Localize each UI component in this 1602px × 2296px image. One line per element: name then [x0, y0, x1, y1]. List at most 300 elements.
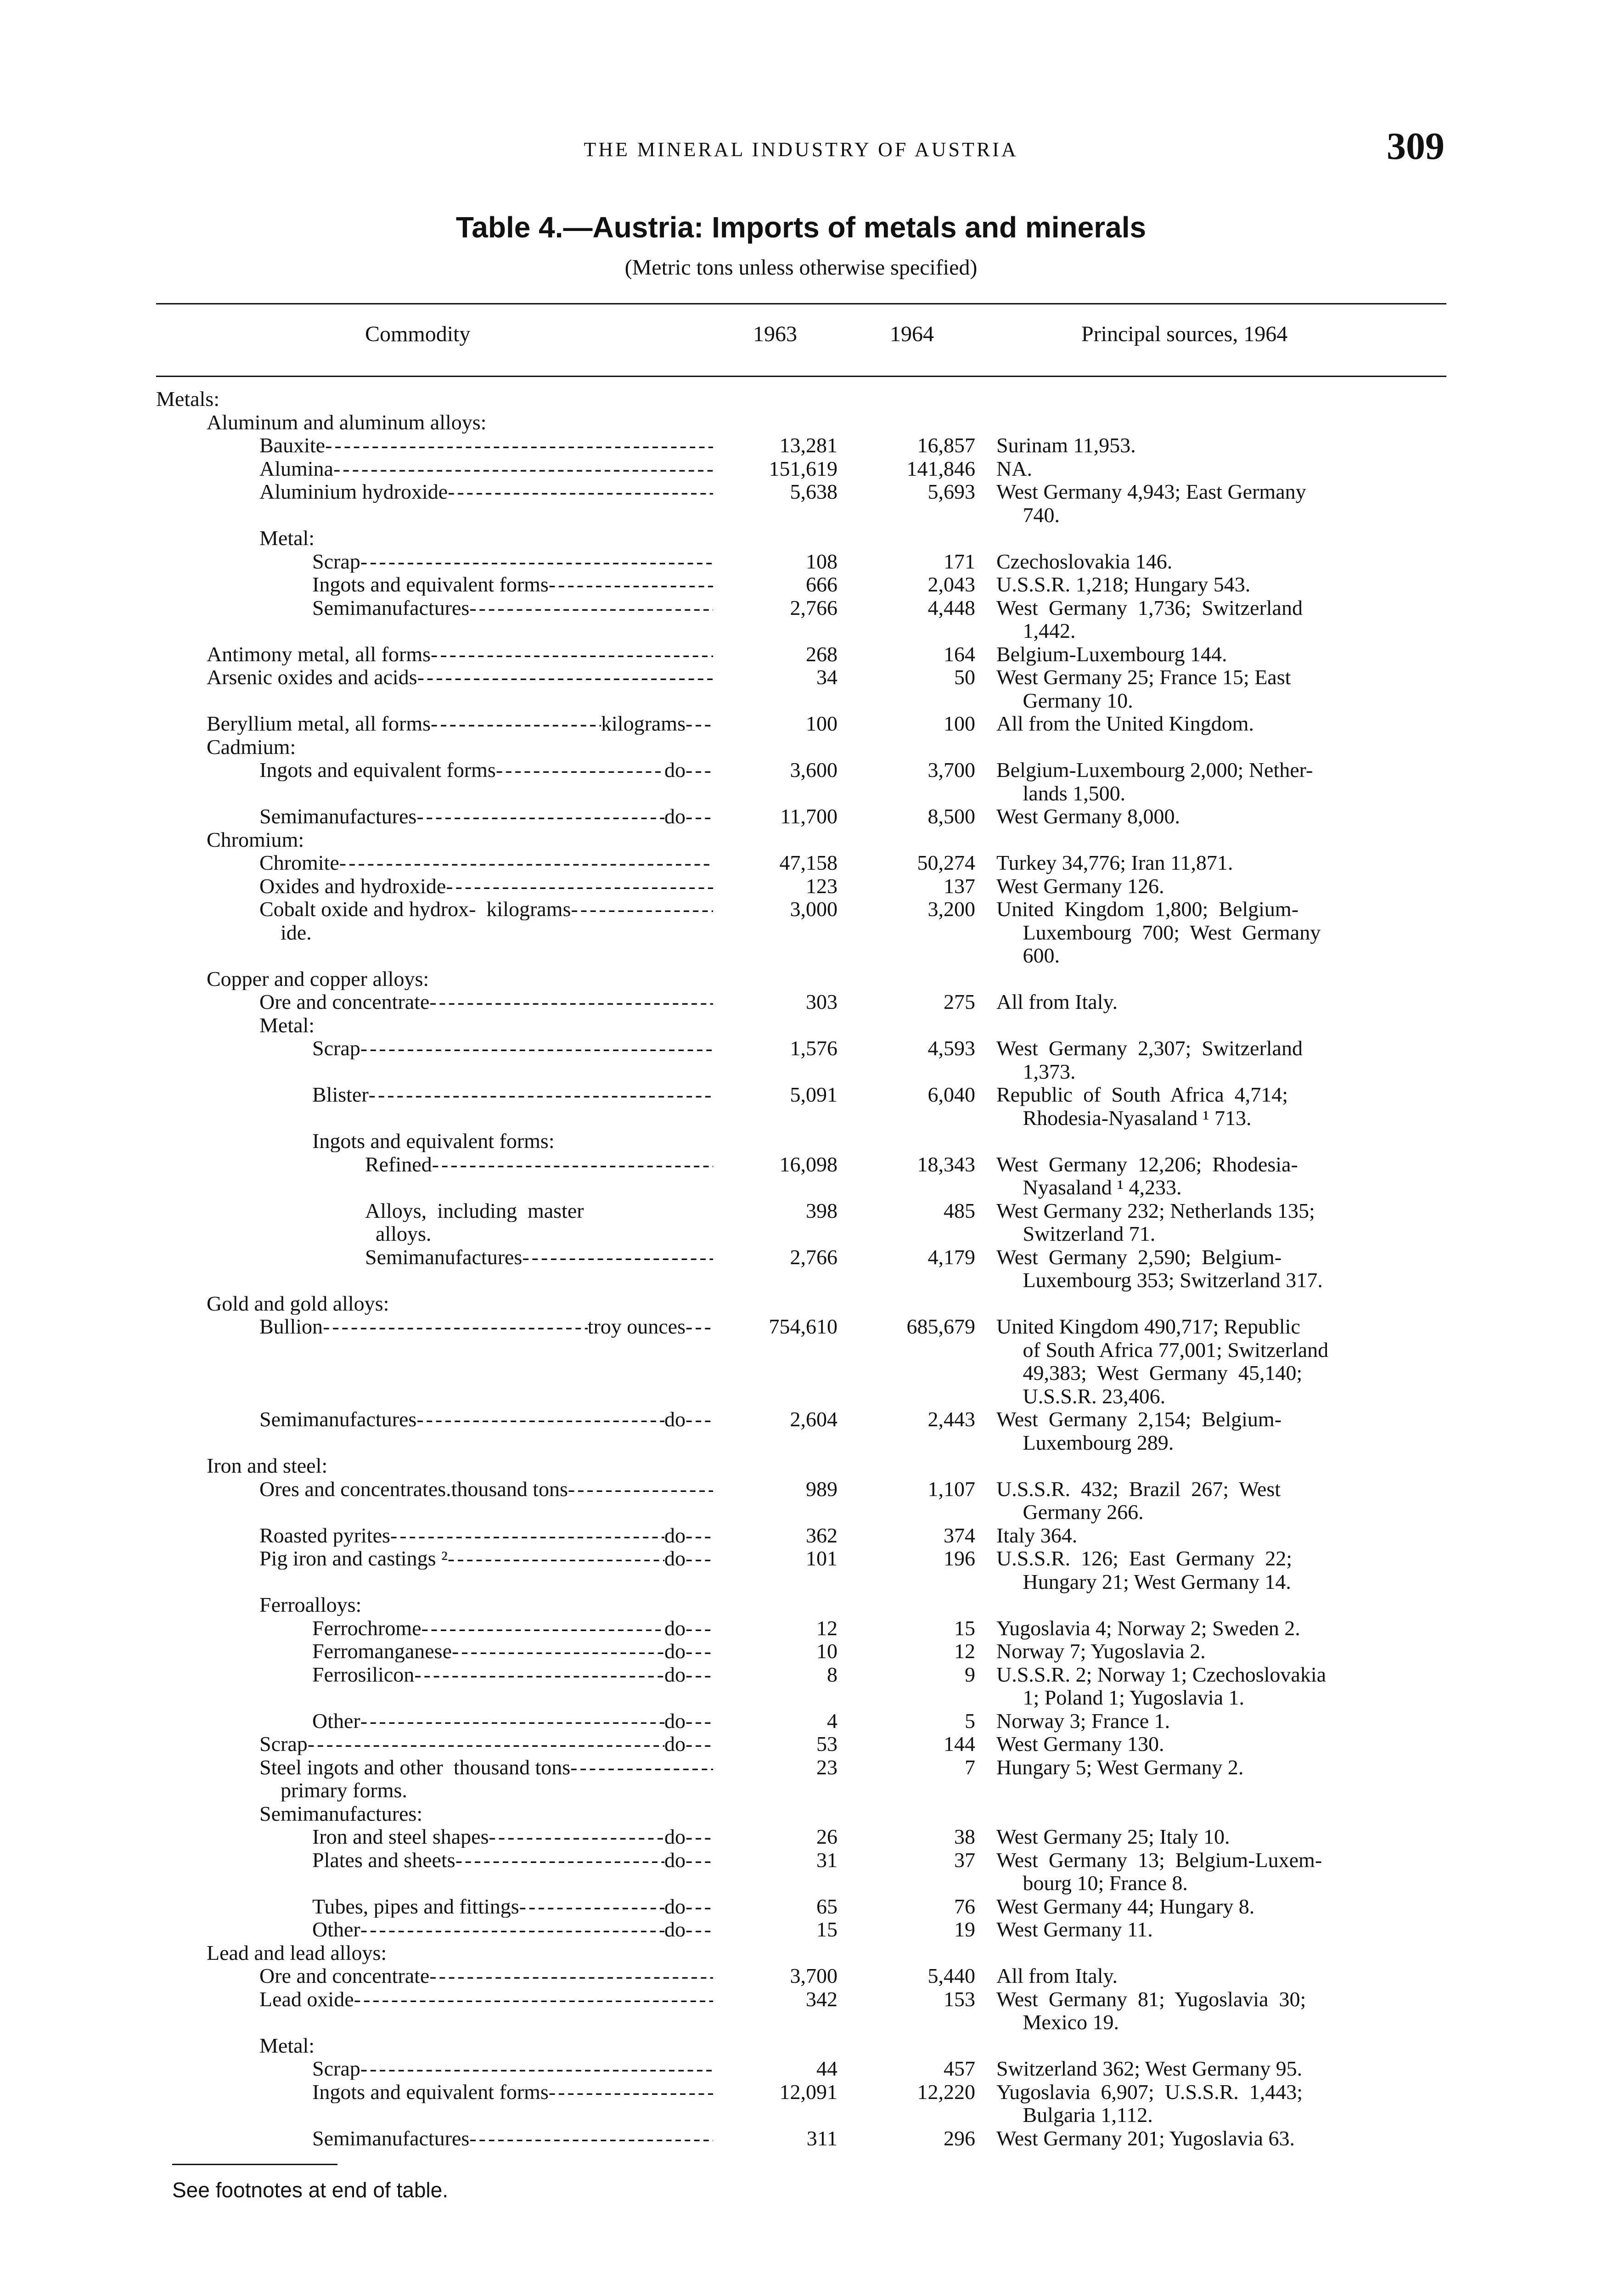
- value-1964: 18,343: [917, 1152, 975, 1176]
- commodity-cell: [312, 1896, 713, 1918]
- value-1963: 1,576: [790, 1036, 838, 1060]
- commodity-cell: [365, 1246, 713, 1268]
- table-row: [0, 898, 1602, 920]
- dot-leader: [686, 1919, 713, 1941]
- table-row: [0, 968, 1602, 990]
- commodity-label: Alumina: [259, 457, 333, 480]
- dot-leader: [519, 1896, 664, 1918]
- footnote-text: See footnotes at end of table.: [172, 2178, 449, 2202]
- dot-leader: [686, 1316, 713, 1338]
- dot-leader: [455, 1849, 664, 1871]
- dot-leader: [414, 1664, 664, 1686]
- value-1964: 485: [944, 1199, 975, 1222]
- table-row: [0, 1269, 1602, 1291]
- commodity-cell: [259, 434, 713, 456]
- table-subtitle: (Metric tons unless otherwise specified): [624, 255, 978, 280]
- principal-sources: Czechoslovakia 146.: [996, 549, 1173, 573]
- value-1964: 76: [954, 1894, 975, 1918]
- dot-leader: [417, 666, 713, 688]
- commodity-label: Roasted pyrites: [259, 1524, 390, 1547]
- commodity-label: Ferrosilicon: [312, 1663, 415, 1686]
- commodity-label: Ferrochrome: [312, 1617, 422, 1639]
- commodity-cell: [259, 898, 713, 920]
- value-1963: 666: [806, 573, 838, 596]
- value-1964: 2,043: [927, 573, 975, 596]
- commodity-cell: [207, 643, 713, 665]
- table-row: [0, 1316, 1602, 1338]
- dot-leader: [568, 1478, 713, 1500]
- commodity-cell: alloys.: [365, 1223, 432, 1245]
- principal-sources: Luxembourg 353; Switzerland 317.: [996, 1268, 1323, 1292]
- table-row: [0, 1919, 1602, 1941]
- column-header-commodity: Commodity: [365, 322, 471, 346]
- commodity-cell: [365, 1154, 713, 1176]
- commodity-cell: Ferroalloys:: [259, 1594, 362, 1616]
- principal-sources: West Germany 81; Yugoslavia 30;: [996, 1987, 1306, 2011]
- value-1963: 303: [806, 990, 838, 1013]
- commodity-cell: Copper and copper alloys:: [207, 968, 429, 990]
- table-row: [0, 922, 1602, 944]
- value-1963: 31: [816, 1848, 838, 1872]
- unit-label: do: [664, 1849, 686, 1871]
- principal-sources: Germany 10.: [996, 688, 1133, 712]
- table-row: [0, 782, 1602, 805]
- table-row: [0, 1571, 1602, 1593]
- value-1964: 4,593: [927, 1036, 975, 1060]
- principal-sources: West Germany 126.: [996, 874, 1164, 898]
- table-row: [0, 643, 1602, 665]
- dot-leader: [416, 805, 664, 827]
- principal-sources: West Germany 2,307; Switzerland: [996, 1036, 1303, 1060]
- unit-label: do: [664, 1640, 686, 1662]
- dot-leader: [429, 1965, 713, 1987]
- table-row: [0, 1594, 1602, 1616]
- value-1963: 26: [816, 1825, 838, 1848]
- table-row: [0, 388, 1602, 410]
- commodity-cell: [259, 1548, 713, 1570]
- dot-leader: [339, 852, 713, 874]
- dot-leader: [448, 1548, 664, 1570]
- value-1963: 47,158: [779, 851, 838, 874]
- principal-sources: West Germany 2,154; Belgium-: [996, 1407, 1282, 1431]
- commodity-cell: Metals:: [156, 388, 219, 410]
- value-1964: 19: [954, 1918, 975, 1941]
- unit-label: do: [664, 1919, 686, 1941]
- dot-leader: [360, 1710, 664, 1732]
- commodity-cell: [312, 2081, 713, 2103]
- commodity-cell: [312, 1084, 713, 1106]
- value-1964: 6,040: [927, 1083, 975, 1106]
- table-row: [0, 1548, 1602, 1570]
- principal-sources: West Germany 25; France 15; East: [996, 665, 1291, 689]
- table-row: [0, 1154, 1602, 1176]
- principal-sources: Bulgaria 1,112.: [996, 2103, 1153, 2127]
- commodity-label: Antimony metal, all forms: [207, 643, 431, 665]
- principal-sources: U.S.S.R. 23,406.: [996, 1384, 1166, 1408]
- value-1964: 196: [944, 1547, 975, 1570]
- commodity-label: Ingots and equivalent forms: [259, 759, 496, 781]
- table-row: [0, 1525, 1602, 1547]
- unit-label: do: [664, 1617, 686, 1639]
- table-row: [0, 574, 1602, 596]
- dot-leader: [469, 597, 713, 619]
- commodity-label: Refined: [365, 1153, 432, 1176]
- value-1964: 15: [954, 1616, 975, 1640]
- table-row: [0, 690, 1602, 712]
- value-1963: 4: [827, 1709, 838, 1733]
- commodity-cell: Aluminum and aluminum alloys:: [207, 411, 487, 433]
- commodity-cell: Semimanufactures:: [259, 1802, 423, 1825]
- value-1963: 44: [816, 2057, 838, 2080]
- table-row: [0, 759, 1602, 781]
- value-1963: 268: [806, 642, 838, 666]
- table-row: [0, 1756, 1602, 1778]
- column-header-1963: 1963: [753, 322, 797, 346]
- unit-label: do: [664, 1895, 686, 1918]
- value-1964: 1,107: [927, 1477, 975, 1501]
- dot-leader: [686, 759, 713, 781]
- value-1964: 5: [965, 1709, 975, 1733]
- principal-sources: U.S.S.R. 126; East Germany 22;: [996, 1547, 1292, 1570]
- value-1964: 100: [944, 712, 975, 735]
- commodity-label: Pig iron and castings ²: [259, 1548, 448, 1570]
- value-1964: 8,500: [927, 805, 975, 828]
- dot-leader: [416, 1408, 664, 1430]
- principal-sources: Germany 266.: [996, 1500, 1144, 1524]
- principal-sources: West Germany 130.: [996, 1732, 1164, 1756]
- commodity-label: Scrap: [312, 550, 360, 573]
- dot-leader: [308, 1733, 664, 1755]
- dot-leader: [390, 1525, 664, 1547]
- value-1963: 101: [806, 1547, 838, 1570]
- table-row: [0, 852, 1602, 874]
- table-row: [0, 2035, 1602, 2057]
- commodity-cell: [312, 1919, 713, 1941]
- commodity-cell: [207, 666, 713, 688]
- principal-sources: bourg 10; France 8.: [996, 1871, 1188, 1895]
- dot-leader: [446, 875, 713, 897]
- dot-leader: [686, 805, 713, 827]
- commodity-label: Ingots and equivalent forms: [312, 574, 549, 596]
- value-1963: 23: [816, 1755, 838, 1779]
- table-row: [0, 597, 1602, 619]
- commodity-cell: [259, 1756, 713, 1778]
- principal-sources: West Germany 232; Netherlands 135;: [996, 1199, 1315, 1222]
- commodity-cell: [312, 2127, 713, 2150]
- value-1964: 7: [965, 1755, 975, 1779]
- table-row: [0, 481, 1602, 503]
- dot-leader: [686, 1896, 713, 1918]
- commodity-cell: primary forms.: [259, 1779, 407, 1801]
- commodity-label: Scrap: [312, 1037, 360, 1059]
- principal-sources: Hungary 21; West Germany 14.: [996, 1570, 1291, 1593]
- table-top-rule: [156, 303, 1446, 304]
- table-row: [0, 736, 1602, 758]
- table-row: [0, 1965, 1602, 1987]
- column-header-sources: Principal sources, 1964: [1081, 322, 1288, 346]
- commodity-cell: [312, 1640, 713, 1662]
- dot-leader: [496, 759, 664, 781]
- commodity-cell: Cadmium:: [207, 736, 296, 758]
- table-row: [0, 434, 1602, 456]
- value-1964: 2,443: [927, 1407, 975, 1431]
- commodity-label: Ore and concentrate: [259, 1965, 430, 1987]
- commodity-label: Blister: [312, 1084, 369, 1106]
- principal-sources: Nyasaland ¹ 4,233.: [996, 1176, 1182, 1199]
- dot-leader: [448, 481, 713, 503]
- principal-sources: 600.: [996, 944, 1060, 967]
- commodity-cell: [312, 1849, 713, 1871]
- dot-leader: [686, 1664, 713, 1686]
- commodity-label: Scrap: [259, 1733, 308, 1755]
- table-row: [0, 945, 1602, 967]
- commodity-label: Plates and sheets: [312, 1849, 455, 1871]
- principal-sources: Yugoslavia 6,907; U.S.S.R. 1,443;: [996, 2080, 1303, 2104]
- unit-label: do: [664, 805, 686, 827]
- value-1963: 5,091: [790, 1083, 838, 1106]
- unit-label: do: [664, 1663, 686, 1686]
- commodity-label: Semimanufactures: [365, 1246, 523, 1268]
- principal-sources: 1,442.: [996, 619, 1076, 642]
- principal-sources: Norway 7; Yugoslavia 2.: [996, 1639, 1206, 1663]
- principal-sources: West Germany 13; Belgium-Luxem-: [996, 1848, 1322, 1872]
- value-1963: 123: [806, 874, 838, 898]
- principal-sources: Hungary 5; West Germany 2.: [996, 1755, 1244, 1779]
- dot-leader: [429, 991, 713, 1013]
- principal-sources: West Germany 2,590; Belgium-: [996, 1245, 1282, 1269]
- commodity-cell: [259, 481, 713, 503]
- commodity-label: Lead oxide: [259, 1988, 354, 2010]
- principal-sources: United Kingdom 1,800; Belgium-: [996, 897, 1299, 921]
- value-1964: 38: [954, 1825, 975, 1848]
- commodity-label: Steel ingots and other thousand tons: [259, 1756, 571, 1778]
- value-1964: 374: [944, 1523, 975, 1547]
- value-1963: 15: [816, 1918, 838, 1941]
- value-1963: 311: [806, 2126, 838, 2150]
- commodity-cell: [259, 1965, 713, 1987]
- table-row: [0, 1687, 1602, 1709]
- table-row: [0, 1432, 1602, 1454]
- unit-label: do: [664, 1408, 686, 1430]
- table-row: [0, 1014, 1602, 1036]
- dot-leader: [686, 1525, 713, 1547]
- dot-leader: [369, 1084, 713, 1106]
- table-row: [0, 1061, 1602, 1083]
- unit-label: do: [664, 1733, 686, 1755]
- value-1964: 171: [944, 549, 975, 573]
- value-1963: 342: [806, 1987, 838, 2011]
- principal-sources: 1; Poland 1; Yugoslavia 1.: [996, 1686, 1245, 1709]
- commodity-cell: [259, 852, 713, 874]
- unit-label: do: [664, 759, 686, 781]
- dot-leader: [432, 1154, 713, 1176]
- table-row: [0, 1896, 1602, 1918]
- commodity-cell: [312, 574, 713, 596]
- commodity-cell: [312, 1664, 713, 1686]
- value-1963: 34: [816, 665, 838, 689]
- table-row: [0, 1826, 1602, 1848]
- principal-sources: Mexico 19.: [996, 2010, 1119, 2034]
- dot-leader: [686, 1640, 713, 1662]
- value-1963: 5,638: [790, 480, 838, 503]
- commodity-cell: [259, 1478, 713, 1500]
- principal-sources: Surinam 11,953.: [996, 433, 1136, 457]
- dot-leader: [686, 1849, 713, 1871]
- value-1964: 4,448: [927, 596, 975, 619]
- commodity-cell: [312, 1037, 713, 1059]
- unit-label: do: [664, 1826, 686, 1848]
- commodity-label: Cobalt oxide and hydrox- kilograms: [259, 898, 571, 920]
- running-title: THE MINERAL INDUSTRY OF AUSTRIA: [584, 138, 1018, 161]
- dot-leader: [570, 1756, 713, 1778]
- principal-sources: All from Italy.: [996, 990, 1118, 1013]
- principal-sources: Luxembourg 289.: [996, 1430, 1174, 1454]
- commodity-label: Beryllium metal, all forms: [207, 713, 431, 735]
- commodity-cell: [259, 1316, 713, 1338]
- table-row: [0, 1408, 1602, 1430]
- table-row: [0, 1200, 1602, 1222]
- principal-sources: Italy 364.: [996, 1523, 1078, 1547]
- principal-sources: 49,383; West Germany 45,140;: [996, 1361, 1303, 1384]
- table-row: [0, 1385, 1602, 1407]
- commodity-label: Semimanufactures: [259, 805, 417, 827]
- commodity-cell: [259, 759, 713, 781]
- table-row: [0, 620, 1602, 642]
- commodity-cell: [312, 2058, 713, 2080]
- value-1963: 10: [816, 1639, 838, 1663]
- commodity-cell: Gold and gold alloys:: [207, 1292, 389, 1315]
- table-title: Table 4.—Austria: Imports of metals and minerals: [455, 211, 1147, 244]
- value-1963: 2,766: [790, 1245, 838, 1269]
- value-1964: 12: [954, 1639, 975, 1663]
- table-row: [0, 1640, 1602, 1662]
- dot-leader: [522, 1246, 713, 1268]
- value-1963: 12: [816, 1616, 838, 1640]
- table-row: [0, 458, 1602, 480]
- table-row: [0, 1733, 1602, 1755]
- value-1963: 16,098: [779, 1152, 838, 1176]
- commodity-label: Ores and concentrates.thousand tons: [259, 1478, 568, 1500]
- table-row: [0, 1176, 1602, 1199]
- commodity-cell: ide.: [259, 921, 312, 944]
- dot-leader: [686, 1733, 713, 1755]
- commodity-cell: [259, 805, 713, 827]
- value-1964: 153: [944, 1987, 975, 2011]
- value-1964: 3,700: [927, 758, 975, 782]
- principal-sources: United Kingdom 490,717; Republic: [996, 1315, 1300, 1338]
- commodity-cell: [312, 1617, 713, 1639]
- footnote-rule: [172, 2164, 337, 2165]
- dot-leader: [422, 1617, 664, 1639]
- value-1963: 13,281: [779, 433, 838, 457]
- dot-leader: [686, 1826, 713, 1848]
- commodity-label: Tubes, pipes and fittings: [312, 1895, 519, 1918]
- dot-leader: [452, 1640, 664, 1662]
- dot-leader: [360, 551, 713, 573]
- principal-sources: U.S.S.R. 1,218; Hungary 543.: [996, 573, 1251, 596]
- table-row: [0, 2081, 1602, 2103]
- table-row: [0, 1988, 1602, 2010]
- commodity-label: Other: [312, 1919, 360, 1941]
- table-row: [0, 2104, 1602, 2126]
- dot-leader: [686, 1548, 713, 1570]
- dot-leader: [549, 2081, 713, 2103]
- value-1964: 275: [944, 990, 975, 1013]
- commodity-label: Ferromanganese: [312, 1640, 452, 1662]
- table-row: [0, 1037, 1602, 1059]
- commodity-cell: [259, 1525, 713, 1547]
- table-row: [0, 411, 1602, 433]
- value-1964: 5,693: [927, 480, 975, 503]
- table-row: [0, 1849, 1602, 1871]
- page-number: 309: [1387, 125, 1445, 168]
- commodity-cell: [259, 1408, 713, 1430]
- principal-sources: Norway 3; France 1.: [996, 1709, 1170, 1733]
- table-row: [0, 713, 1602, 735]
- table-row: [0, 1942, 1602, 1964]
- commodity-label: Oxides and hydroxide: [259, 875, 446, 897]
- value-1964: 50: [954, 665, 975, 689]
- commodity-cell: Ingots and equivalent forms:: [312, 1130, 555, 1152]
- dot-leader: [469, 2127, 713, 2150]
- value-1963: 108: [806, 549, 838, 573]
- commodity-label: Other: [312, 1710, 360, 1732]
- value-1963: 3,000: [790, 897, 838, 921]
- value-1964: 5,440: [927, 1964, 975, 1987]
- principal-sources: U.S.S.R. 432; Brazil 267; West: [996, 1477, 1281, 1501]
- value-1964: 16,857: [917, 433, 975, 457]
- value-1963: 398: [806, 1199, 838, 1222]
- table-row: [0, 1223, 1602, 1245]
- commodity-label: Bauxite: [259, 434, 326, 456]
- value-1963: 11,700: [780, 805, 838, 828]
- commodity-label: Semimanufactures: [312, 597, 470, 619]
- table-row: [0, 1664, 1602, 1686]
- commodity-label: Iron and steel shapes: [312, 1826, 489, 1848]
- dot-leader: [571, 898, 713, 920]
- principal-sources: lands 1,500.: [996, 781, 1126, 805]
- table-row: [0, 805, 1602, 827]
- value-1964: 4,179: [927, 1245, 975, 1269]
- principal-sources: Switzerland 71.: [996, 1222, 1156, 1245]
- unit-label: do: [664, 1710, 686, 1732]
- value-1963: 8: [827, 1662, 838, 1686]
- table-row: [0, 1362, 1602, 1384]
- commodity-label: Aluminium hydroxide: [259, 481, 448, 503]
- value-1963: 3,700: [790, 1964, 838, 1987]
- value-1963: 362: [806, 1523, 838, 1547]
- commodity-label: Ingots and equivalent forms: [312, 2081, 549, 2103]
- principal-sources: U.S.S.R. 2; Norway 1; Czechoslovakia: [996, 1662, 1327, 1686]
- table-row: [0, 1339, 1602, 1361]
- value-1964: 37: [954, 1848, 975, 1872]
- value-1963: 151,619: [769, 456, 838, 480]
- principal-sources: West Germany 25; Italy 10.: [996, 1825, 1230, 1848]
- dot-leader: [333, 458, 713, 480]
- table-row: [0, 1084, 1602, 1106]
- table-row: [0, 1872, 1602, 1894]
- dot-leader: [325, 434, 713, 456]
- value-1963: 12,091: [779, 2080, 838, 2104]
- commodity-cell: Alloys, including master: [365, 1199, 584, 1222]
- table-row: [0, 2058, 1602, 2080]
- dot-leader: [549, 574, 713, 596]
- commodity-cell: [312, 551, 713, 573]
- commodity-label: Semimanufactures: [259, 1408, 417, 1430]
- commodity-cell: Chromium:: [207, 828, 304, 851]
- table-row: [0, 1803, 1602, 1825]
- table-row: [0, 2011, 1602, 2033]
